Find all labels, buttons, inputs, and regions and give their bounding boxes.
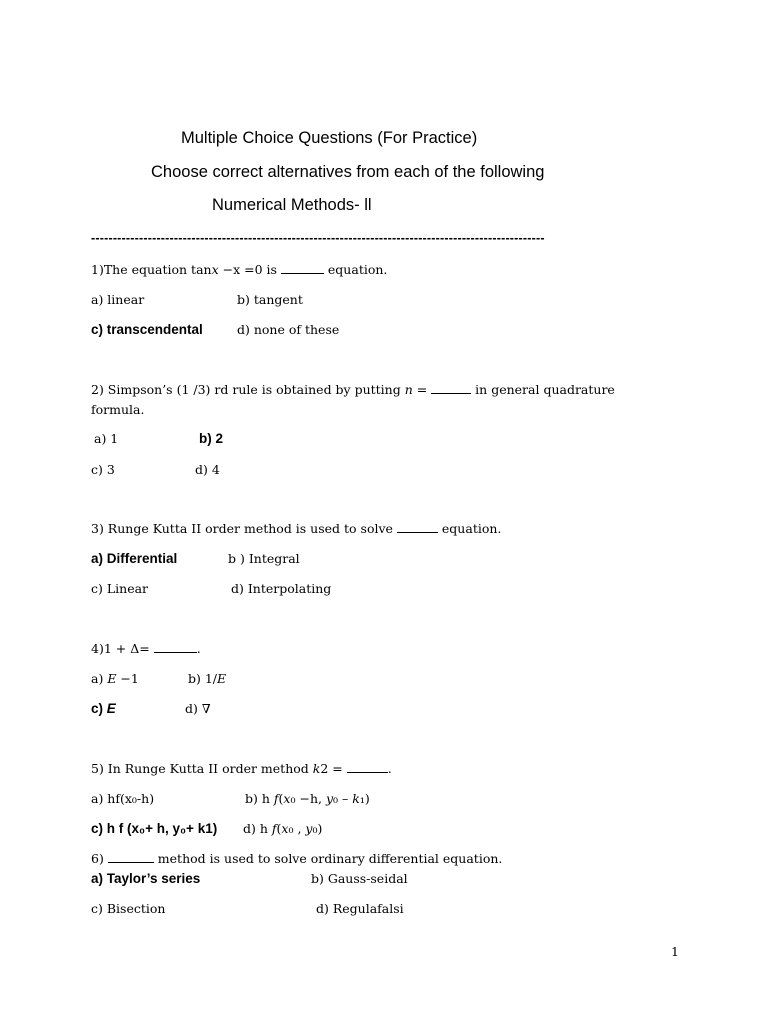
q6-option-d: d) Regulafalsi [316, 901, 404, 916]
q5-option-b [245, 791, 370, 806]
q2-line-2: formula. [91, 402, 145, 417]
q2-text-pre: 2) Simpson’s (1 /3) rd rule is obtained by putting [91, 382, 405, 397]
q4-option-b-label: b) 1/ [188, 671, 218, 686]
q4-option-c-label: c) [91, 701, 107, 716]
q4-text-post: . [196, 641, 201, 656]
q6-option-a: a) Taylor’s series [91, 871, 201, 886]
q2-option-b: b) 2 [199, 431, 224, 446]
q5-option-d-mid: ₀ , [288, 821, 306, 836]
q5-equals: 2 = [320, 761, 343, 776]
question-4 [91, 641, 201, 656]
q5-option-d-label: d) h [243, 821, 272, 836]
q5-option-b-rest: ₀ −h, [290, 791, 326, 806]
q4-option-b-var: E [217, 671, 227, 686]
q5-option-b-x: x [283, 791, 291, 806]
q6-blank [108, 852, 154, 863]
question-1 [91, 262, 387, 277]
q4-option-c [91, 701, 116, 716]
header-subject: Numerical Methods- ll [212, 196, 372, 214]
q5-option-c: c) h f (x₀+ h, y₀+ k1) [91, 821, 218, 836]
question-5 [91, 761, 392, 776]
q5-blank [347, 762, 388, 773]
q5-text-pre: 5) In Runge Kutta II order method [91, 761, 313, 776]
q5-option-b-end: ₁) [359, 791, 370, 806]
q6-option-b: b) Gauss-seidal [311, 871, 408, 886]
q3-text-pre: 3) Runge Kutta II order method is used to solve [91, 521, 393, 536]
q5-option-d-end: ₀) [312, 821, 323, 836]
q4-option-a [91, 671, 139, 686]
q3-option-d: d) Interpolating [231, 581, 332, 596]
dashed-rule: -------------------------------------------------------------------------------------------------------- [91, 231, 545, 245]
page-number: 1 [671, 944, 679, 959]
question-3 [91, 521, 501, 536]
q1-option-a: a) linear [91, 292, 145, 307]
q2-blank [431, 383, 471, 394]
q1-text-post: −x =0 is [218, 262, 277, 277]
q5-option-b-k: k [352, 791, 360, 806]
q4-option-a-var: E [107, 671, 117, 686]
q3-option-c: c) Linear [91, 581, 149, 596]
q5-option-d-paren: ( [276, 821, 282, 836]
question-6 [91, 851, 502, 866]
q2-option-c: c) 3 [91, 462, 115, 477]
q3-blank [397, 522, 438, 533]
q5-option-a: a) hf(x₀-h) [91, 791, 155, 806]
q5-option-b-f: f [273, 791, 279, 806]
header-title: Multiple Choice Questions (For Practice) [181, 129, 478, 147]
q5-option-b-paren: ( [278, 791, 284, 806]
q6-text-pre: 6) [91, 851, 104, 866]
q1-option-b: b) tangent [237, 292, 303, 307]
q5-variable: k [312, 761, 321, 776]
q1-option-c: c) transcendental [91, 322, 203, 337]
q4-text-pre: 4)1 + Δ= [91, 641, 150, 656]
q2-variable: n [404, 382, 413, 397]
q2-option-a: a) 1 [94, 431, 119, 446]
q5-option-d-y: y [305, 821, 313, 836]
q4-option-a-post: −1 [116, 671, 139, 686]
q1-option-d: d) none of these [237, 322, 340, 337]
q2-text-post: in general quadrature [471, 382, 615, 397]
q2-equals: = [412, 382, 428, 397]
question-2 [91, 382, 615, 397]
q1-variable: x [211, 262, 219, 277]
q1-text-pre: 1)The equation tan [91, 262, 212, 277]
q5-text-post: . [387, 761, 392, 776]
q5-option-b-label: b) h [245, 791, 274, 806]
q5-option-d [243, 821, 322, 836]
q4-blank [154, 642, 197, 653]
q4-option-a-label: a) [91, 671, 108, 686]
q3-option-a: a) Differential [91, 551, 178, 566]
q5-option-d-x: x [281, 821, 289, 836]
q5-option-b-rest2: ₀ – [333, 791, 353, 806]
q2-option-d: d) 4 [195, 462, 220, 477]
q4-option-c-var: E [106, 701, 116, 716]
q3-text-post: equation. [437, 521, 502, 536]
q5-option-b-y: y [325, 791, 334, 806]
q3-option-b: b ) Integral [228, 551, 300, 566]
header-instructions: Choose correct alternatives from each of the following [151, 163, 545, 181]
q4-option-d: d) ∇ [185, 701, 211, 716]
q6-text-post: method is used to solve ordinary differential equation. [153, 851, 503, 866]
q1-blank [281, 263, 324, 274]
q1-text-end: equation. [323, 262, 388, 277]
q5-option-d-f: f [271, 821, 277, 836]
q6-option-c: c) Bisection [91, 901, 166, 916]
q4-option-b [188, 671, 226, 686]
